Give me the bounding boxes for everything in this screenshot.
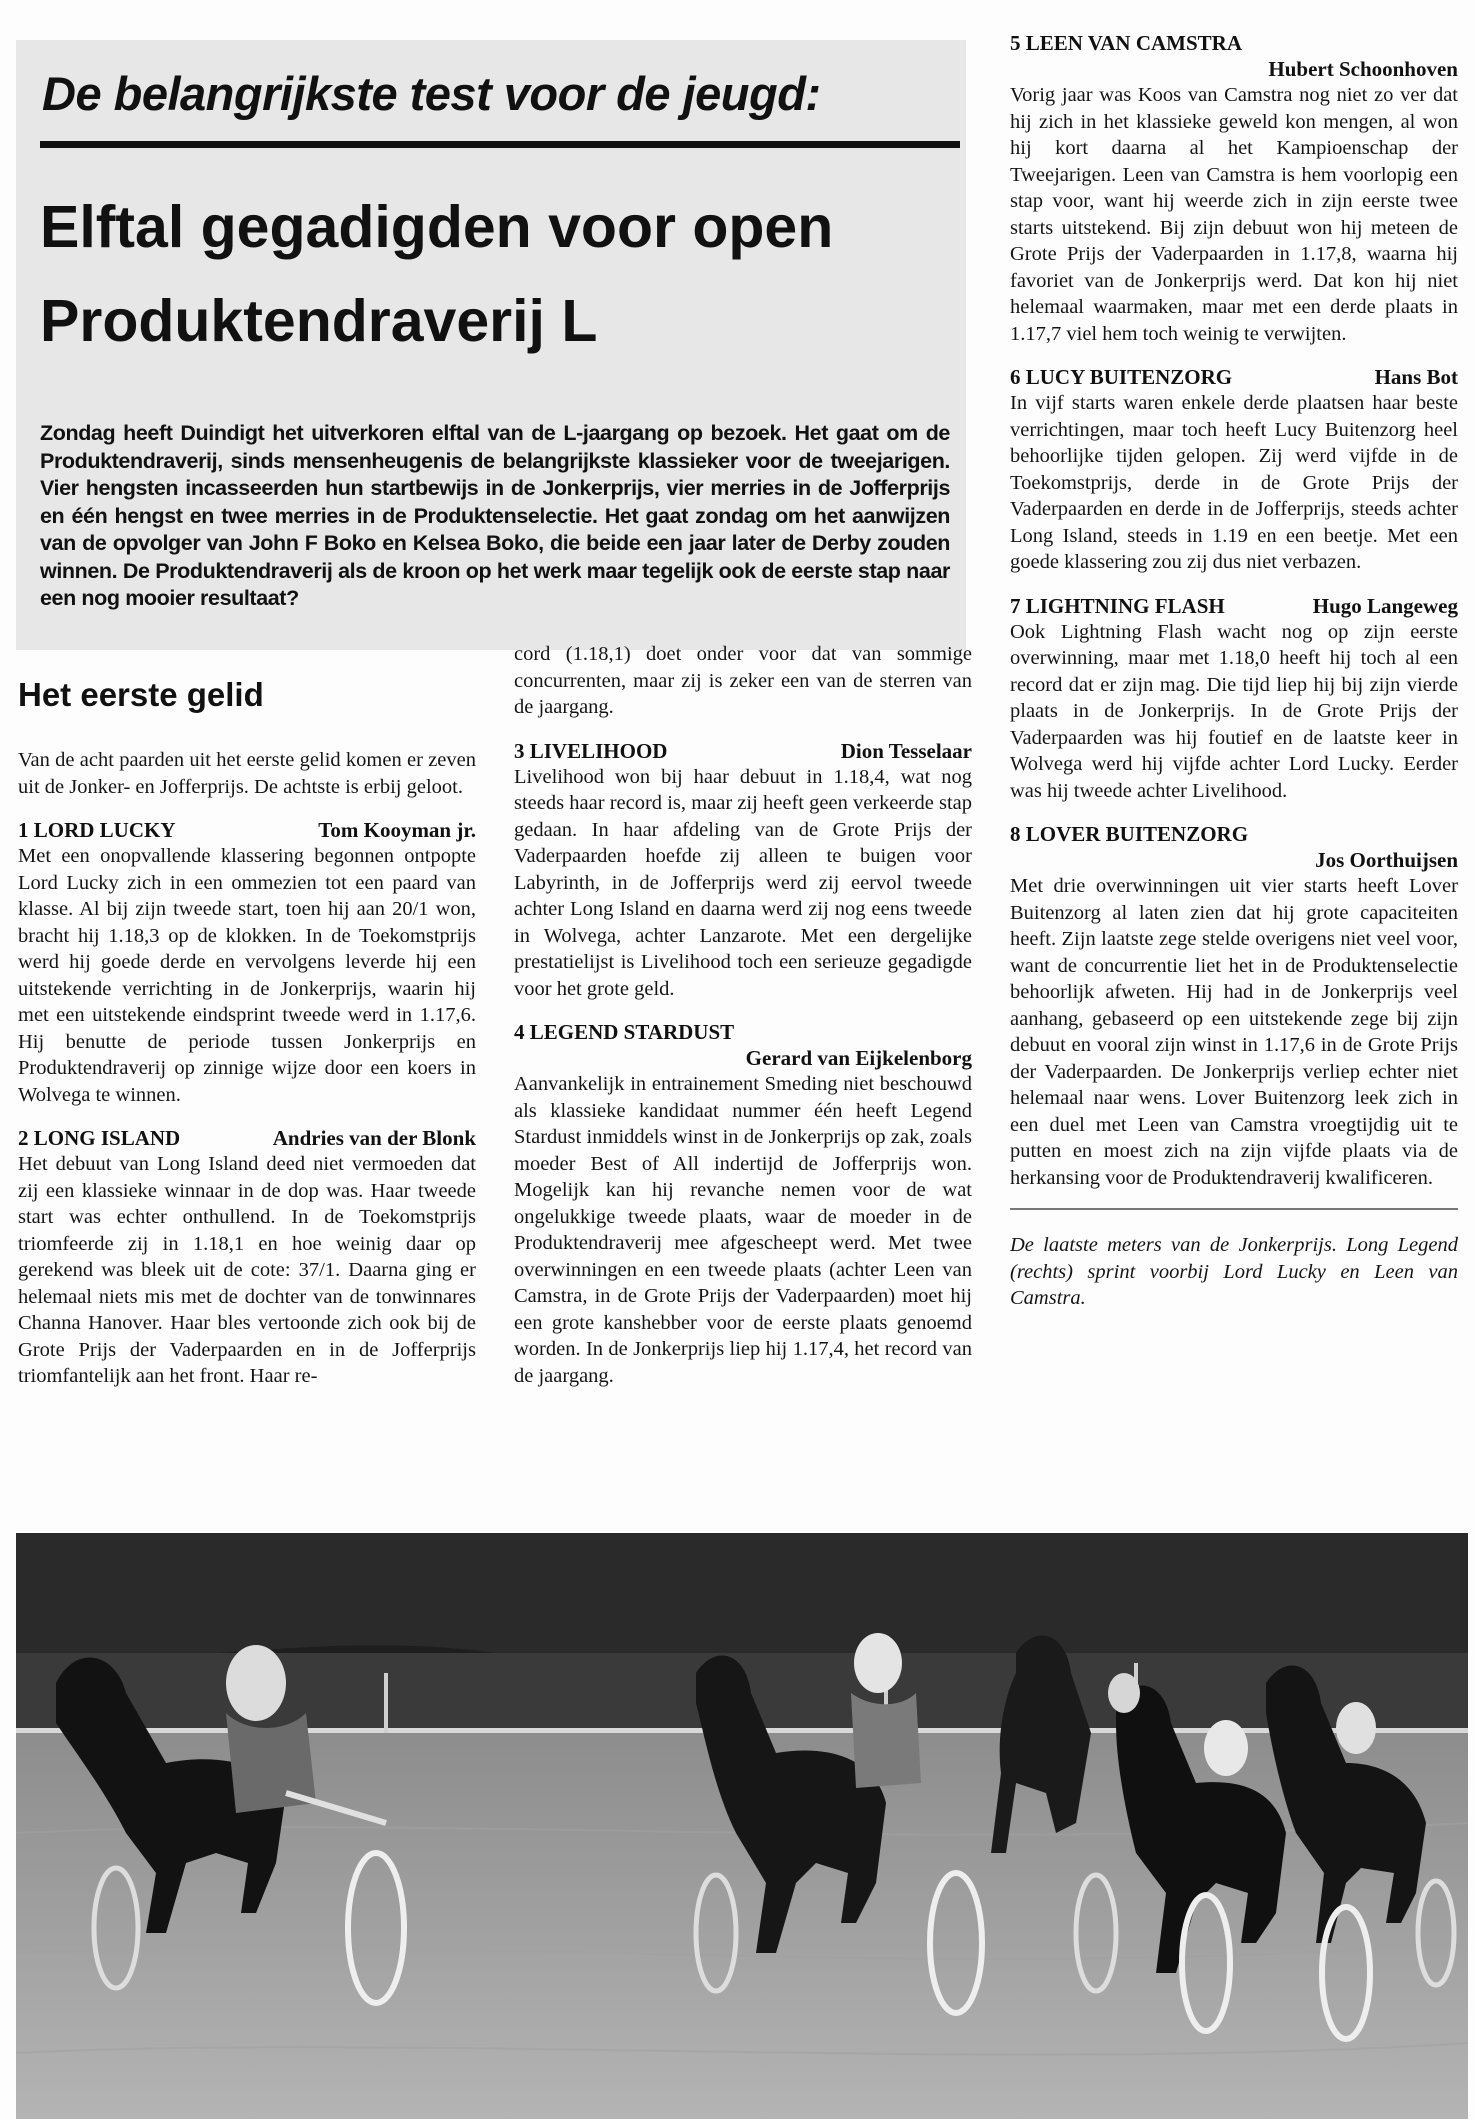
headline	[40, 180, 960, 368]
horse-name: 4 LEGEND STARDUST	[514, 1020, 735, 1044]
entry-text-3: Livelihood won bij haar debuut in 1.18,4, wat nog steeds haar record is, maar zij heeft geen verkeerde stap gedaan. In haar afdeling van de Grote Prijs der Vaderpaarden hoefde zij alleen te buigen voor Labyrinth, in de Jofferprijs werd zij eervol tweede achter Long Island en daarna werd zij nog eens tweede in Wolvega, achter Lanzarote. Met een dergelijke prestatielijst is Livelihood toch een serieuze gegadigde voor het grote geld.	[514, 765, 972, 1000]
entry-header-1	[18, 817, 476, 843]
driver-name: Jos Oorthuijsen	[1315, 848, 1458, 872]
driver-name: Dion Tesselaar	[840, 738, 972, 763]
headline-box	[16, 40, 966, 650]
horse-name: 6 LUCY BUITENZORG	[1010, 365, 1233, 389]
driver-name: Gerard van Eijkelenborg	[745, 1046, 972, 1070]
kicker: De belangrijkste test voor de jeugd:	[42, 67, 821, 120]
driver-name: Hubert Schoonhoven	[1268, 57, 1458, 81]
kicker-rule	[40, 141, 960, 148]
driver-name: Hans Bot	[1374, 365, 1458, 389]
entry-text-5: Vorig jaar was Koos van Camstra nog niet zo ver dat hij zich in het klassieke geweld kon mengen, al won hij kort daarna al het Kampioenschap der Tweejarigen. Leen van Camstra is hem voorlopig een stap voor, want hij weerde zich in zijn eerste twee starts uitstekend. Bij zijn debuut won hij meteen de Grote Prijs der Vaderpaarden in 1.17,8, waarna hij favoriet van de Jonkerprijs werd. Dat kon hij niet helemaal waarmaken, maar met een derde plaats in 1.17,7 viel hem toch weinig te verwijten.	[1010, 84, 1458, 345]
section-intro: Van de acht paarden uit het eerste gelid komen er zeven uit de Jonker- en Jofferprijs. De achtste is erbij geloot.	[18, 749, 476, 798]
entry-header-5	[1010, 30, 1458, 82]
entry-text-8: Met drie overwinningen uit vier starts heeft Lover Buitenzorg al laten zien dat hij grote capaciteiten heeft. Zijn laatste zege stelde overigens niet veel voor, want de concurrentie liet het in de Produktenselectie behoorlijk afweten. Hij had in de Jonkerprijs veel aanhang, gebaseerd op een uitstekende zege bij zijn debuut en vooral zijn winst in 1.17,6 in de Grote Prijs der Vaderpaarden. De Jonkerprijs verliep echter niet helemaal naar wens. Lover Buitenzorg leek zich in een duel met Leen van Camstra vroegtijdig uit te putten en moest zich na zijn vijfde plaats via de herkansing voor de Produktendraverij kwalificeren.	[1010, 875, 1458, 1189]
driver-name: Hugo Langeweg	[1312, 593, 1458, 618]
horse-name: 1 LORD LUCKY	[18, 818, 176, 842]
horse-name: 5 LEEN VAN CAMSTRA	[1010, 31, 1243, 55]
entry-text-1: Met een onopvallende klassering begonnen ontpopte Lord Lucky zich in een ommezien tot een paard van klasse. Al bij zijn tweede start, toen hij aan 20/1 won, bracht hij 1.18,3 op de klokken. In de Toekomstprijs werd hij goede derde en vervolgens leverde hij een uitstekende verrichting in de Jonkerprijs, waarin hij met een uitstekende eindsprint tweede werd in 1.17,6. Hij benutte de periode tussen Jonkerprijs en Produktendraverij op zinnige wijze door een koers in Wolvega te winnen.	[18, 845, 476, 1106]
horse-name: 3 LIVELIHOOD	[514, 738, 668, 763]
driver-name: Tom Kooyman jr.	[318, 818, 476, 842]
entry-header-4	[514, 1019, 972, 1071]
headline-line-1: Elftal gegadigden voor open	[40, 194, 834, 260]
column-3	[1010, 30, 1458, 1329]
entry-text-2-part-a: Het debuut van Long Island deed niet vermoeden dat zij een klassieke winnaar in de dop was. Haar tweede start was echter onthullend. In de Toekomstprijs triomfeerde zij in 1.18,1 en hoe weinig daar op gerekend was bleek uit de cote: 37/1. Daarna ging er helemaal niets mis met de dochter van de tonwinnares Channa Hanover. Haar bles vertoonde zich ook bij de Grote Prijs der Vaderpaarden en in de Jofferprijs triomfantelijk aan het front. Haar re-	[18, 1153, 476, 1387]
section-title: Het eerste gelid	[18, 676, 264, 713]
entry-text-6: In vijf starts waren enkele derde plaatsen haar beste verrichtingen, maar toch heeft Lucy Buitenzorg heel behoorlijke tijden gelopen. Zij werd vijfde in de Toekomstprijs, derde in de Grote Prijs der Vaderpaarden en derde in de Jofferprijs, steeds achter Long Island, steeds in 1.19 en een beetje. Met een goede klassering zou zij dus niet verbazen.	[1010, 392, 1458, 573]
race-photo-illustration	[16, 1533, 1468, 2119]
entry-header-2	[18, 1125, 476, 1151]
entry-header-3	[514, 738, 972, 764]
photo-caption: De laatste meters van de Jonkerprijs. Long Legend (rechts) sprint voorbij Lord Lucky en Leen van Camstra.	[1010, 1234, 1458, 1309]
headline-line-2: Produktendraverij L	[40, 288, 598, 354]
entry-text-4: Aanvankelijk in entrainement Smeding niet beschouwd als klassieke kandidaat nummer één heeft Legend Stardust inmiddels winst in de Jonkerprijs op zak, zoals moeder Best of All indertijd de Jofferprijs won. Mogelijk kan hij revanche nemen voor de wat ongelukkige tweede plaats, waar de moeder in de Produktendraverij mee afgescheept werd. Met twee overwinningen en een tweede plaats (achter Leen van Camstra, in de Grote Prijs der Vaderpaarden) moet hij een grote kanshebber voor de eerste plaats genoemd worden. In de Jonkerprijs liep hij 1.17,4, het record van de jaargang.	[514, 1073, 972, 1387]
entry-text-2-continued	[514, 641, 972, 721]
entry-text-2	[18, 1151, 476, 1390]
column-1	[18, 675, 476, 1407]
race-photo	[16, 1533, 1468, 2119]
horse-name: 7 LIGHTNING FLASH	[1010, 593, 1225, 618]
entry-text-7: Ook Lightning Flash wacht nog op zijn eerste overwinning, maar met 1.18,0 heeft hij toch al een record dat er zijn mag. Die tijd liep hij bij zijn vierde plaats in de Jonkerprijs. In de Grote Prijs der Vaderpaarden was hij foutief en de laatste keer in Wolvega werd hij vijfde achter Lord Lucky. Eerder was hij tweede achter Livelihood.	[1010, 620, 1458, 802]
column-2	[514, 641, 972, 1406]
entry-text-2-part-b: cord (1.18,1) doet onder voor dat van sommige concurrenten, maar zij is zeker een van de sterren van de jaargang.	[514, 643, 972, 718]
horse-name: 2 LONG ISLAND	[18, 1126, 181, 1150]
lead-paragraph: Zondag heeft Duindigt het uitverkoren elftal van de L-jaargang op bezoek. Het gaat om de Produktendraverij, sinds mensenheugenis de belangrijkste klassieker voor de tweejarigen. Vier hengsten incasseerden hun startbewijs in de Jonkerprijs, vier merries in de Jofferprijs en één hengst en twee merries in de Produktenselectie. Het gaat zondag om het aanwijzen van de opvolger van John F Boko en Kelsea Boko, die beide een jaar later de Derby zouden winnen. De Produktendraverij als de kroon op het werk maar tegelijk ook de eerste stap naar een nog mooier resultaat?	[40, 421, 950, 610]
entry-header-8	[1010, 821, 1458, 873]
horse-name: 8 LOVER BUITENZORG	[1010, 822, 1249, 846]
caption-rule	[1010, 1208, 1458, 1210]
entry-header-7	[1010, 593, 1458, 619]
entry-header-6	[1010, 364, 1458, 390]
driver-name: Andries van der Blonk	[272, 1126, 476, 1150]
